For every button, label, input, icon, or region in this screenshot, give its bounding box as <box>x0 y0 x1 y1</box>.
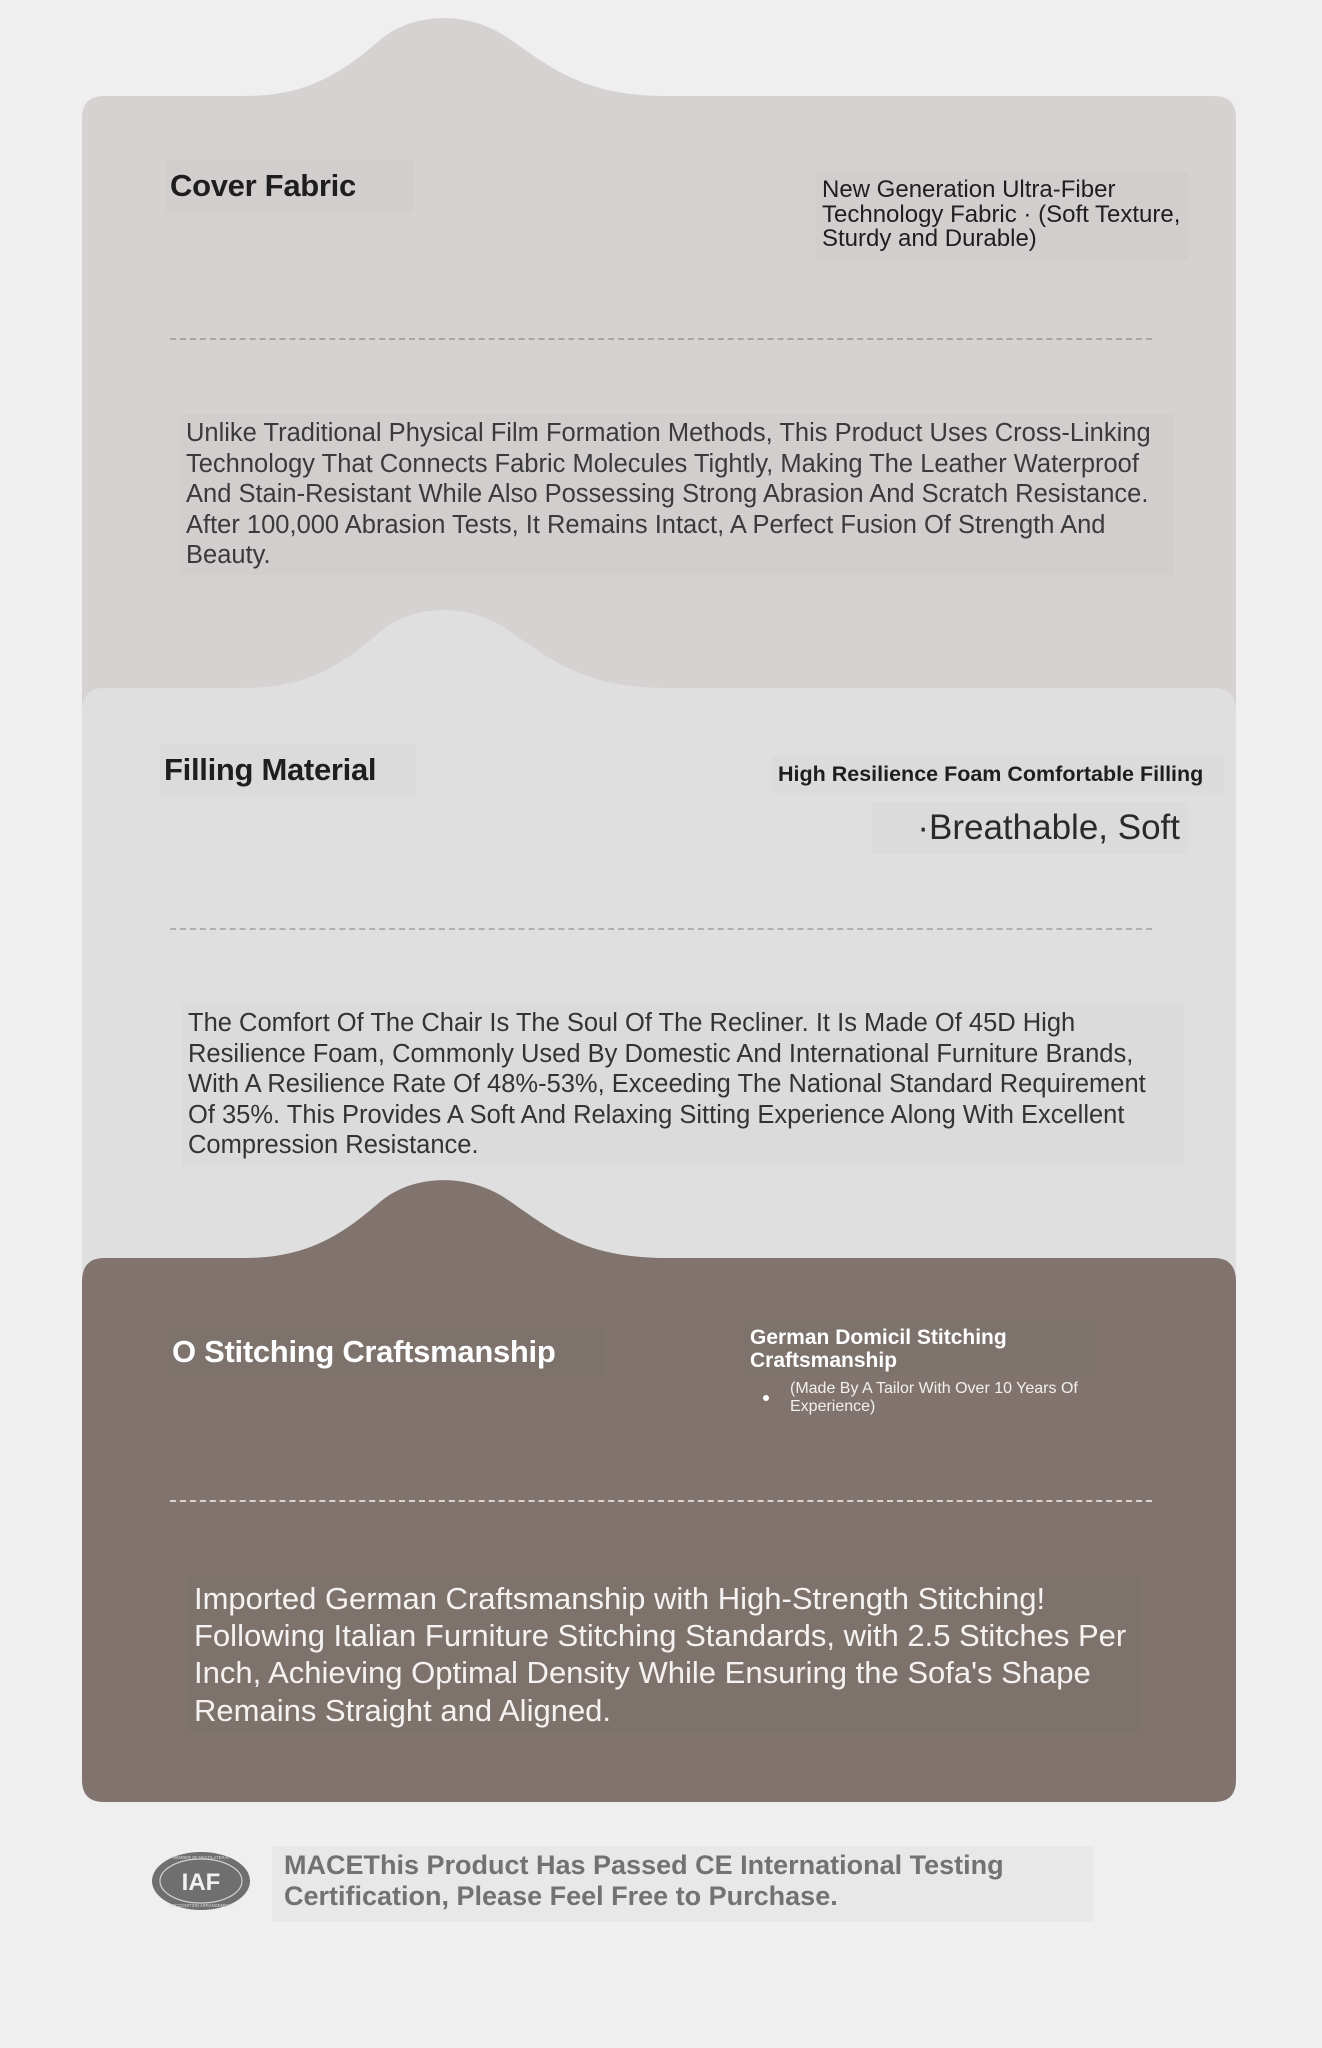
cover-fabric-title: Cover Fabric <box>170 168 356 203</box>
certification-note: MACEThis Product Has Passed CE International Testing Certification, Please Feel Free to Purchase. <box>272 1846 1094 1922</box>
stitching-title: O Stitching Craftsmanship <box>172 1334 556 1369</box>
filling-material-subtitle: High Resilience Foam Comfortable Filling <box>778 762 1204 786</box>
cover-fabric-divider <box>170 338 1152 340</box>
stitching-bullet-text: (Made By A Tailor With Over 10 Years Of Experience) <box>790 1380 1078 1416</box>
stitching-subtitle: German Domicil Stitching Craftsmanship <box>750 1326 1007 1373</box>
filling-material-title: Filling Material <box>164 752 377 787</box>
iaf-logo-text: IAF <box>181 1869 221 1896</box>
stitching-divider <box>170 1500 1152 1502</box>
iaf-logo-icon <box>150 1850 252 1912</box>
filling-material-description: The Comfort Of The Chair Is The Soul Of The Recliner. It Is Made Of 45D High Resilience Foam, Commonly Used By Domestic And International Furniture Brands, With A Resilience Rate Of 48%-53%, Exceeding The National Standard Requirement Of 35%. This Provides A Soft And Relaxing Sitting Experience Along With Excellent Compression Resistance. <box>188 1009 1146 1160</box>
filling-material-panel <box>82 610 1236 1340</box>
bullet-icon <box>763 1395 769 1401</box>
stitching-description: Imported German Craftsmanship with High-Strength Stitching! Following Italian Furniture Stitching Standards, with 2.5 Stitches Per Inch, Achieving Optimal Density While Ensuring the Sofa's Shape Remains Straight and Aligned. <box>194 1581 1127 1728</box>
iaf-ring-bottom: RECOGNITION ARRANGEMENT <box>169 1903 233 1908</box>
filling-material-subtitle-2: ·Breathable, Soft <box>917 808 1180 847</box>
cover-fabric-subtitle: New Generation Ultra-Fiber Technology Fabric · (Soft Texture, Sturdy and Durable) <box>822 176 1181 253</box>
cover-fabric-description: Unlike Traditional Physical Film Formation Methods, This Product Uses Cross-Linking Technology That Connects Fabric Molecules Tightly, Making The Leather Waterproof And Stain-Resistant While Also Possessing Strong Abrasion And Scratch Resistance. After 100,000 Abrasion Tests, It Remains Intact, A Perfect Fusion Of Strength And Beauty. <box>186 419 1151 570</box>
filling-material-divider <box>170 928 1152 930</box>
iaf-ring-top: MEMBER OF MULTILATERAL <box>172 1855 230 1860</box>
cover-fabric-panel <box>82 18 1236 780</box>
